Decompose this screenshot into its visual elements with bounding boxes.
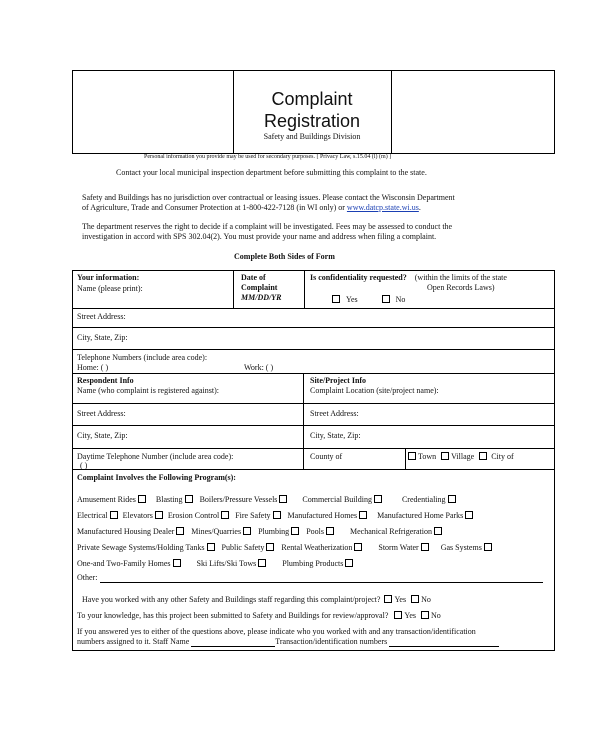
program-checkbox[interactable] [374,495,382,503]
row-line-8 [72,469,555,470]
q1-no-label: No [421,595,431,604]
program-checkbox[interactable] [359,511,367,519]
program-checkbox[interactable] [155,511,163,519]
program-row-5 [77,559,355,569]
program-label: Credentialing [401,495,446,504]
date-label-2: Complaint [241,283,278,292]
city-of-label: City of [491,452,514,461]
program-row-1 [77,495,458,505]
respondent-site-divider [303,373,304,469]
street-label-1[interactable]: Street Address: [77,312,126,321]
site-location-label[interactable]: Complaint Location (site/project name): [310,386,439,395]
program-label: Commercial Building [302,495,372,504]
city-checkbox[interactable] [479,452,487,460]
program-checkbox[interactable] [291,527,299,535]
confidential-yes-checkbox[interactable] [332,295,340,303]
row-line-2 [72,327,555,328]
row-line-4 [72,373,555,374]
program-label: Mechanical Refrigeration [349,527,432,536]
staff-name-label: numbers assigned to it. Staff Name [77,637,190,646]
confidential-no-label: No [395,295,406,304]
program-label: Ski Lifts/Ski Tows [196,559,257,568]
programs-heading: Complaint Involves the Following Program(s): [77,473,236,482]
program-checkbox[interactable] [465,511,473,519]
program-label: Manufactured Homes [287,511,358,520]
q1-no-checkbox[interactable] [411,595,419,603]
program-label: Boilers/Pressure Vessels [199,495,278,504]
division-label: Safety and Buildings Division [263,132,361,141]
other-label: Other: [77,573,98,582]
program-label: Amusement Rides [77,495,136,504]
program-checkbox[interactable] [221,511,229,519]
form-title-line1: Complaint [271,89,353,109]
program-row-3 [77,527,444,537]
program-label: Blasting [155,495,183,504]
row-line-7 [72,448,555,449]
intro-p2-text: of Agriculture, Trade and Consumer Protection at 1-800-422-7128 (in WI only) or [82,203,345,212]
q2-yes-label: Yes [404,611,417,620]
program-label: Public Safety [221,543,265,552]
staff-name-input[interactable] [191,638,275,647]
program-label: Plumbing [258,527,290,536]
question-3-line1: If you answered yes to either of the questions above, please indicate who you worked with and any transaction/identification [77,627,476,636]
date-format[interactable]: MM/DD/YR [241,293,282,302]
home-phone-field[interactable]: Home: ( ) [77,363,109,372]
q2-yes-checkbox[interactable] [394,611,402,619]
complete-both-sides: Complete Both Sides of Form [234,252,335,261]
respondent-street-label[interactable]: Street Address: [77,409,126,418]
program-checkbox[interactable] [421,543,429,551]
municipality-options [406,452,514,462]
site-city-label[interactable]: City, State, Zip: [310,431,361,440]
program-label: Plumbing Products [282,559,344,568]
confidential-note-2: Open Records Laws) [427,283,495,292]
q2-no-checkbox[interactable] [421,611,429,619]
program-label: Pools [306,527,324,536]
city-label-1[interactable]: City, State, Zip: [77,333,128,342]
phone-label: Telephone Numbers (include area code): [77,353,208,362]
program-label: Private Sewage Systems/Holding Tanks [77,543,205,552]
confidential-options [330,295,405,305]
respondent-city-label[interactable]: City, State, Zip: [77,431,128,440]
privacy-note: Personal information you provide may be used for secondary purposes. [ Privacy Law, s.15.04 (l) (m) ] [144,154,392,160]
work-phone-field[interactable]: Work: ( ) [244,363,274,372]
transaction-input[interactable] [389,638,499,647]
intro-p1: Contact your local municipal inspection department before submitting this complaint to the state. [116,168,427,177]
confidential-no-checkbox[interactable] [382,295,390,303]
respondent-heading: Respondent Info [77,376,134,385]
town-checkbox[interactable] [408,452,416,460]
confidential-note-1: (within the limits of the state [414,273,507,282]
program-checkbox[interactable] [110,511,118,519]
program-label: One-and Two-Family Homes [77,559,171,568]
transaction-label: Transaction/identification numbers [275,637,388,646]
row-line-3 [72,349,555,350]
county-label[interactable]: County of [310,452,343,461]
program-label: Fire Safety [235,511,271,520]
question-1: Have you worked with any other Safety and Buildings staff regarding this complaint/project? [82,595,381,604]
respondent-name-label[interactable]: Name (who complaint is registered against): [77,386,219,395]
program-label: Erosion Control [167,511,220,520]
confidential-row [310,273,507,283]
program-checkbox[interactable] [243,527,251,535]
program-checkbox[interactable] [273,511,281,519]
program-row-4 [77,543,494,553]
program-row-2 [77,511,475,521]
confidential-question: Is confidentiality requested? [310,273,407,282]
program-checkbox[interactable] [207,543,215,551]
other-input-line[interactable] [100,582,543,583]
program-checkbox[interactable] [279,495,287,503]
row-line-1 [72,308,555,309]
program-checkbox[interactable] [484,543,492,551]
form-title-line2: Registration [263,111,361,131]
question-2: To your knowledge, has this project been submitted to Safety and Buildings for review/approval? [77,611,389,620]
program-other-row [77,573,97,583]
program-checkbox[interactable] [176,527,184,535]
date-divider-right [304,270,305,308]
program-label: Storm Water [378,543,419,552]
program-checkbox[interactable] [258,559,266,567]
town-label: Town [418,452,437,461]
program-label: Mines/Quarries [191,527,242,536]
program-checkbox[interactable] [173,559,181,567]
question-2-row [77,611,441,621]
intro-p2-end: . [418,203,421,212]
intro-p3-line2: investigation in accord with SPS 302.04(2). You must provide your name and address when filing a complaint. [82,232,437,241]
date-divider-left [233,270,234,308]
name-label[interactable]: Name (please print): [77,284,143,293]
program-checkbox[interactable] [354,543,362,551]
program-label: Elevators [122,511,153,520]
program-checkbox[interactable] [185,495,193,503]
program-checkbox[interactable] [138,495,146,503]
intro-p2-line1: Safety and Buildings has no jurisdiction over contractual or leasing issues. Please contact the Wisconsin Department [82,193,455,202]
question-1-row [82,595,431,605]
program-checkbox[interactable] [345,559,353,567]
program-label: Manufactured Housing Dealer [77,527,175,536]
row-line-6 [72,425,555,426]
intro-p2-line2 [82,203,421,213]
site-street-label[interactable]: Street Address: [310,409,359,418]
q1-yes-checkbox[interactable] [384,595,392,603]
header-divider-right [391,70,392,154]
site-heading: Site/Project Info [310,376,367,385]
datcp-link[interactable]: www.datcp.state.wi.us [346,203,419,212]
question-3-line2 [77,637,499,647]
program-checkbox[interactable] [326,527,334,535]
confidential-yes-label: Yes [346,295,358,304]
program-checkbox[interactable] [448,495,456,503]
q2-no-label: No [431,611,441,620]
row-line-5 [72,403,555,404]
program-label: Manufactured Home Parks [377,511,464,520]
program-checkbox[interactable] [266,543,274,551]
village-label: Village [451,452,475,461]
day-phone-label: Daytime Telephone Number (include area code): [77,452,234,461]
q1-yes-label: Yes [394,595,407,604]
program-label: Rental Weatherization [281,543,353,552]
village-checkbox[interactable] [441,452,449,460]
intro-p3-line1: The department reserves the right to decide if a complaint will be investigated. Fees may be assessed to conduct the [82,222,453,231]
program-label: Electrical [77,511,108,520]
program-checkbox[interactable] [434,527,442,535]
program-label: Gas Systems [440,543,482,552]
date-label-1: Date of [241,273,266,282]
day-phone-field[interactable]: ( ) [80,461,88,470]
your-info-label: Your information: [77,273,140,282]
